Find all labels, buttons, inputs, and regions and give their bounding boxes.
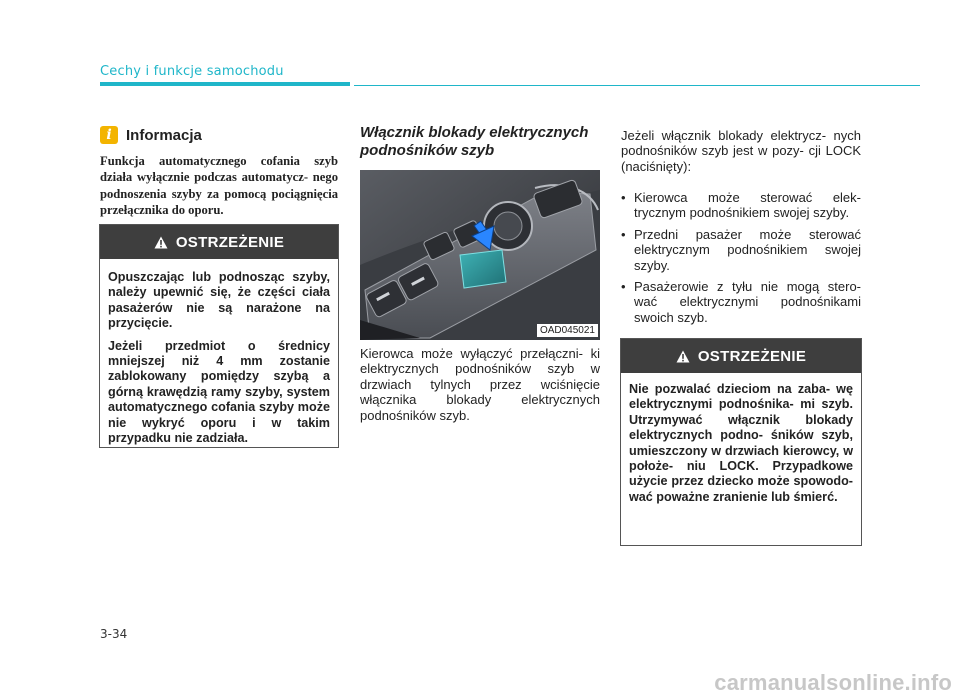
info-text: Funkcja automatycznego cofania szyb działa wyłącznie podczas automatycz- nego podnoszenia szyby za pomocą pociągnięcia przełącznika do oporu. <box>100 154 338 217</box>
warning-header-2 <box>621 339 861 373</box>
watermark-text: carmanualsonline.info <box>714 670 952 695</box>
warning-box-2 <box>620 338 862 546</box>
warning-box-1 <box>99 224 339 448</box>
warning-title-2: OSTRZEŻENIE <box>697 347 807 365</box>
bullet-text-passenger: Przedni pasażer może sterować elektrycznym podnośnikiem swojej szyby. <box>634 226 861 273</box>
section-header-title: Cechy i funkcje samochodu <box>100 64 284 79</box>
section-paragraph: Kierowca może wyłączyć przełączni- ki elektrycznych podnośników szyb w drzwiach tylnych przez wciśnięcie włącznika blokady elektrycznych podnośników szyb. <box>360 346 600 423</box>
image-code-label: OAD045021 <box>537 324 598 337</box>
warning-header-1 <box>100 225 338 259</box>
warning-body-2 <box>621 373 861 505</box>
bullet-dot: • <box>621 279 626 295</box>
header-divider-line <box>354 85 920 86</box>
lock-effects-list <box>621 190 861 331</box>
warning-triangle-icon <box>676 350 690 363</box>
window-lock-switch-photo <box>360 170 600 340</box>
bullet-dot: • <box>621 190 626 205</box>
warning-title-1: OSTRZEŻENIE <box>175 233 285 251</box>
bullet-text-driver: Kierowca może sterować elek- trycznym podnośnikiem swojej szyby. <box>634 190 861 221</box>
header-accent-bar <box>100 82 350 86</box>
bullet-text-rear: Pasażerowie z tyłu nie mogą stero- wać elektrycznymi podnośnikami swoich szyb. <box>634 279 861 325</box>
list-item <box>621 190 861 221</box>
lock-intro-text: Jeżeli włącznik blokady elektrycz- nych podnośników szyb jest w pozy- cji LOCK (naciśnięty): <box>621 128 861 174</box>
list-item <box>621 279 861 325</box>
info-heading: Informacja <box>126 127 202 144</box>
warning-body-1 <box>100 259 338 446</box>
warning-1-paragraph-1: Opuszczając lub podnosząc szyby, należy upewnić się, że części ciała pasażerów nie są narażone na przycięcie. <box>108 270 330 331</box>
warning-triangle-icon <box>154 236 168 249</box>
page-number: 3-34 <box>100 627 128 641</box>
warning-1-paragraph-2: Jeżeli przedmiot o średnicy mniejszej niż 4 mm zostanie zablokowany pomiędzy szybą a górną krawędzią ramy szyby, system automatycznego cofania szyby może nie wykryć oporu i w takim przypadku nie zadziała. <box>108 338 330 446</box>
info-icon: i <box>100 126 118 144</box>
warning-2-paragraph: Nie pozwalać dzieciom na zaba- wę elektrycznymi podnośnika- mi szyb. Utrzymywać włącznik blokady elektrycznych podno- śników szyb, umieszczony w drzwiach kierowcy, w położe- niu LOCK. Przypadkowe użycie przez dziecko może spowodo- wać poważne zranienie lub śmierć. <box>629 382 853 504</box>
section-title: Włącznik blokady elektrycznych podnośników szyb <box>360 124 589 159</box>
door-switch-panel-illustration <box>360 170 600 340</box>
list-item <box>621 227 861 273</box>
bullet-dot: • <box>621 226 626 242</box>
